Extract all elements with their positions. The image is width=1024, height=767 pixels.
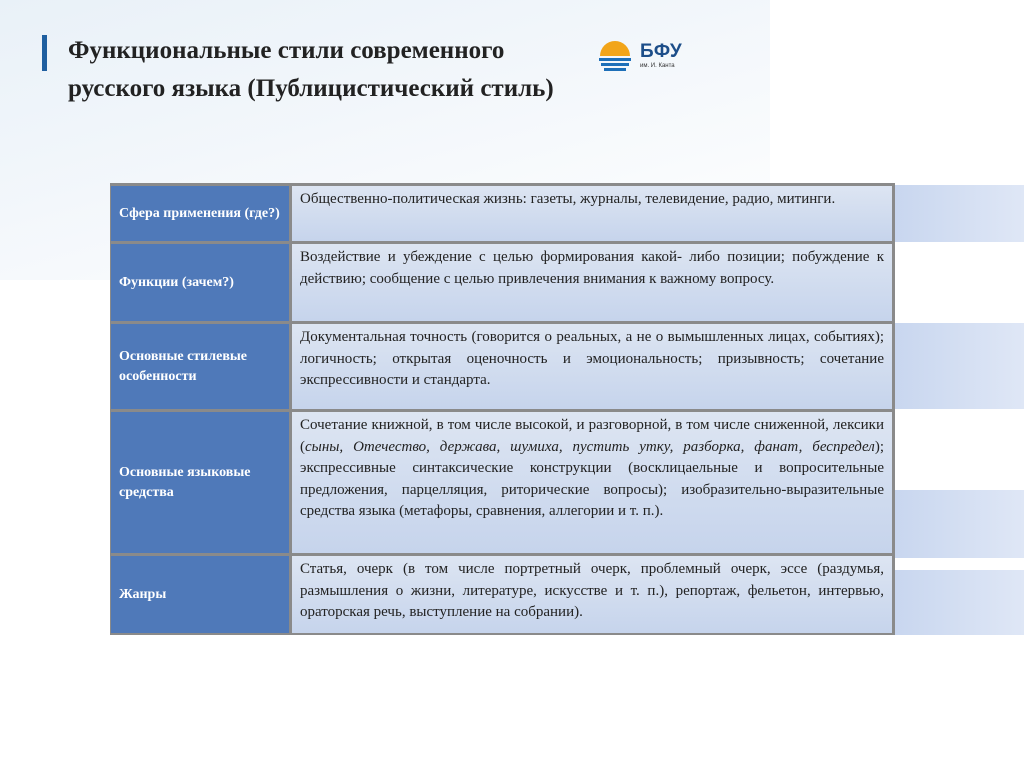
table-row (110, 324, 895, 409)
table-row (110, 412, 895, 553)
row-text: Воздействие и убеждение с целью формирования какой- либо позиции; побуждение к действию; сообщение с целью привлечения внимания к важному вопросу. (292, 244, 892, 321)
row-label: Функции (зачем?) (111, 244, 289, 321)
side-tab (893, 323, 1024, 409)
side-tab (893, 570, 1024, 635)
row-text: Документальная точность (говорится о реальных, а не о вымышленных лицах, событиях); логичность; открытая оценочность и эмоциональность; призывность; сочетание экспрессивности и стандарта. (292, 324, 892, 409)
table-row (110, 186, 895, 241)
row-label: Основные стилевые особенности (111, 324, 289, 409)
logo-name: БФУ (640, 41, 683, 62)
page-title (68, 32, 658, 108)
table-row (110, 556, 895, 633)
row-label: Основные языковые средства (111, 412, 289, 553)
side-tab (893, 490, 1024, 558)
row-label: Сфера применения (где?) (111, 186, 289, 241)
row-text: Статья, очерк (в том числе портретный очерк, проблемный очерк, эссе (раздумья, размышления о жизни, литературе, искусстве и т. п.), репортаж, фельетон, интервью, ораторская речь, выступление на собрании). (292, 556, 892, 633)
title-accent-bar (42, 35, 47, 71)
row-text: Общественно-политическая жизнь: газеты, журналы, телевидение, радио, митинги. (292, 186, 892, 241)
university-logo (596, 36, 706, 76)
row-text-examples: сыны, Отечество, держава, шумиха, пустить утку, разборка, фанат, беспредел (305, 438, 875, 455)
style-table (110, 183, 895, 635)
logo-emblem-icon (596, 37, 634, 75)
row-text-part: Сочетание книжной, в том числе высокой, и разговорной, в том числе сниженной, лексики ( (300, 417, 884, 455)
logo-subtitle: им. И. Канта (640, 63, 675, 69)
row-text-part: ); экспрессивные синтаксические конструкции (восклицаельные и вопросительные предложения, парцелляция, риторические вопросы); изобразительно-выразительные средства языка (метафоры, сравнения, аллегории и т. п.). (300, 438, 884, 519)
page-title-line-2: русского языка (Публицистический стиль) (68, 75, 554, 102)
row-text (292, 412, 892, 553)
table-row (110, 244, 895, 321)
row-label: Жанры (111, 556, 289, 633)
page-title-line-1: Функциональные стили современного (68, 37, 505, 64)
side-tab (893, 185, 1024, 242)
